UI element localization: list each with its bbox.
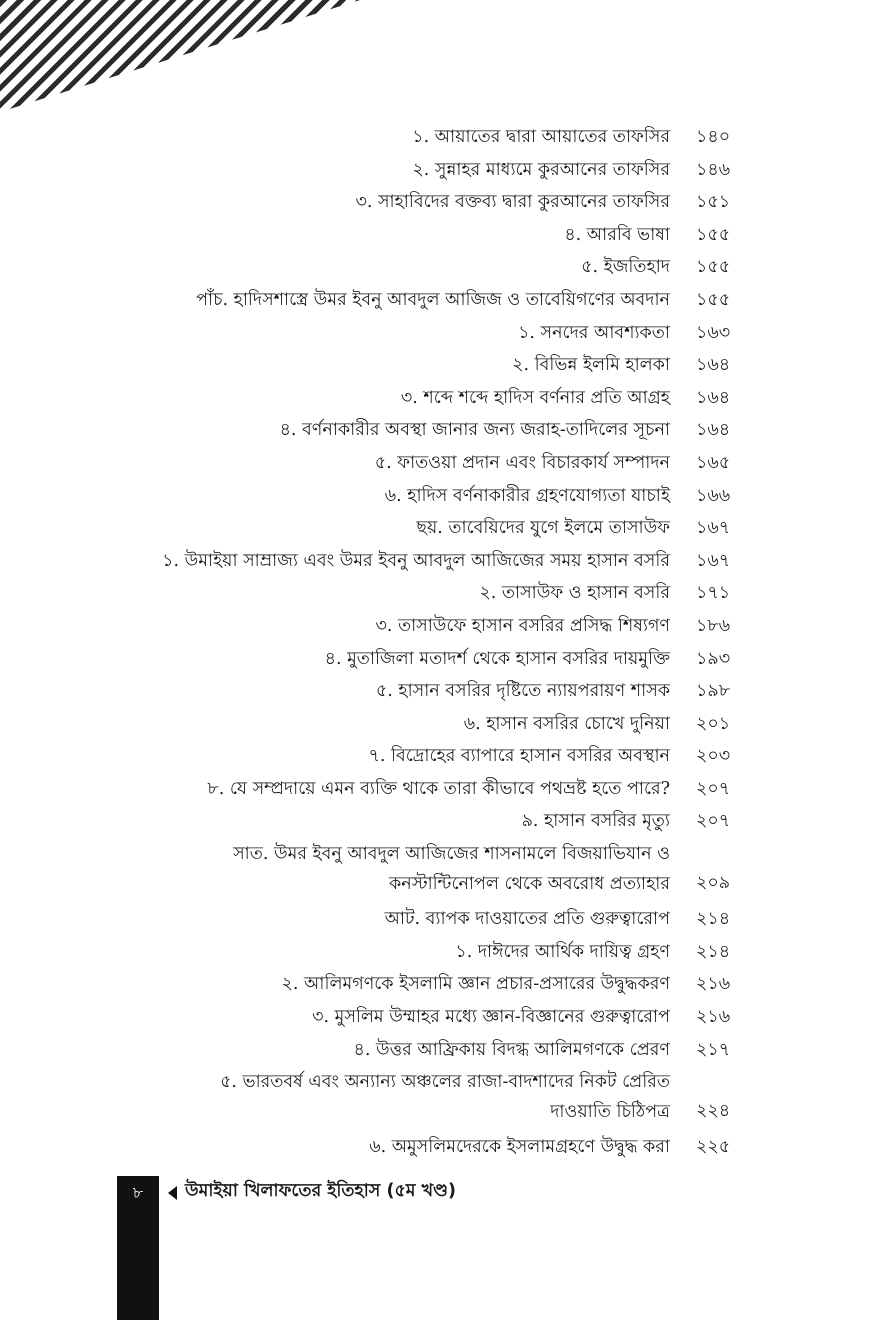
- toc-entry-title: ৯. হাসান বসরির মৃত্যু: [521, 811, 670, 832]
- toc-entry-title: ১. আয়াতের দ্বারা আয়াতের তাফসির: [412, 127, 670, 147]
- toc-entry-title: ২. বিভিন্ন ইলমি হালকা: [512, 355, 670, 376]
- toc-entry: [0, 317, 870, 350]
- toc-entry: [0, 219, 870, 252]
- toc-entry-page: ২০৯: [696, 872, 731, 893]
- toc-entry: [0, 675, 870, 708]
- toc-entry: [0, 1131, 870, 1164]
- triangle-left-icon: [168, 1186, 177, 1200]
- book-title: উমাইয়া খিলাফতের ইতিহাস (৫ম খণ্ড): [185, 1181, 456, 1201]
- toc-entry-page: ১৬৭: [696, 550, 731, 571]
- toc-entry-page: ২১৪: [696, 909, 731, 930]
- page-number: ৮: [132, 1183, 144, 1202]
- toc-entry-page: ১৭১: [696, 583, 731, 604]
- toc-entry-title: পাঁচ. হাদিসশাস্ত্রে উমর ইবনু আবদুল আজিজ ও তাবেয়িগণের অবদান: [196, 289, 670, 310]
- toc-entry: [0, 903, 870, 936]
- toc-entry: [0, 545, 870, 578]
- toc-entry: [0, 121, 870, 154]
- toc-entry: [0, 1066, 870, 1131]
- toc-entry-page: ১৮৬: [696, 615, 731, 636]
- toc-entry-page: ২২৪: [696, 1100, 731, 1121]
- toc-entry-page: ১৬৬: [696, 485, 731, 506]
- toc-entry: [0, 610, 870, 643]
- toc-entry-title: ছয়. তাবেয়িদের যুগে ইলমে তাসাউফ: [416, 518, 670, 539]
- toc-entry-page: ২০৩: [696, 746, 731, 767]
- toc-entry-page: ২০৭: [696, 778, 731, 799]
- toc-entry-title: [0, 839, 670, 899]
- toc-entry-page: ১৫১: [696, 192, 731, 213]
- toc-entry-page: ১৬৭: [696, 518, 731, 539]
- toc-entry-page: ১৪০: [696, 127, 731, 147]
- toc-entry-page: ১৬৪: [696, 420, 731, 441]
- toc-entry-page: ১৬৪: [696, 387, 731, 408]
- toc-entry-title-line-1: ৫. ভারতবর্ষ এবং অন্যান্য অঞ্চলের রাজা-বাদশাদের নিকট প্রেরিত: [220, 1072, 670, 1093]
- toc-entry: [0, 414, 870, 447]
- toc-entry-title: ৬. অমুসলিমদেরকে ইসলামগ্রহণে উদ্বুদ্ধ করা: [369, 1137, 670, 1158]
- toc-entry-page: ১৯৮: [696, 681, 731, 702]
- toc-entry-title: ২. আলিমগণকে ইসলামি জ্ঞান প্রচার-প্রসারের উদ্বুদ্ধকরণ: [281, 974, 670, 995]
- toc-entry-title: আট. ব্যাপক দাওয়াতের প্রতি গুরুত্বারোপ: [384, 909, 670, 930]
- toc-entry-title: ১. উমাইয়া সাম্রাজ্য এবং উমর ইবনু আবদুল আজিজের সময় হাসান বসরি: [162, 550, 670, 571]
- toc-entry-page: ১৬৫: [696, 452, 731, 473]
- toc-entry-title: ৩. তাসাউফে হাসান বসরির প্রসিদ্ধ শিষ্যগণ: [375, 615, 670, 636]
- toc-entry-title: ৩. শব্দে শব্দে হাদিস বর্ণনার প্রতি আগ্রহ: [400, 387, 670, 408]
- toc-entry-title: ৭. বিদ্রোহের ব্যাপারে হাসান বসরির অবস্থান: [368, 746, 670, 767]
- toc-entry-page: ১৫৫: [696, 289, 731, 310]
- toc-entry-title: ১. সনদের আবশ্যকতা: [518, 322, 670, 343]
- toc-entry-page: ১৫৫: [696, 224, 731, 245]
- toc-entry-page: ২১৬: [696, 974, 731, 995]
- toc-entry-title-line-1: সাত. উমর ইবনু আবদুল আজিজের শাসনামলে বিজয়াভিযান ও: [233, 844, 670, 865]
- toc-entry: [0, 512, 870, 545]
- toc-entry-title: ৪. উত্তর আফ্রিকায় বিদগ্ধ আলিমগণকে প্রেরণ: [353, 1039, 670, 1060]
- toc-entry: [0, 186, 870, 219]
- toc-entry: [0, 154, 870, 187]
- hatched-corner-decoration: [0, 0, 360, 112]
- toc-entry-title: ৪. বর্ণনাকারীর অবস্থা জানার জন্য জরাহ-তাদিলের সূচনা: [279, 420, 670, 441]
- toc-entry: [0, 251, 870, 284]
- toc-entry: [0, 447, 870, 480]
- toc-entry: [0, 773, 870, 806]
- toc-entry-title: ৮. যে সম্প্রদায়ে এমন ব্যক্তি থাকে তারা কীভাবে পথভ্রষ্ট হতে পারে?: [207, 778, 670, 799]
- toc-entry: [0, 936, 870, 969]
- toc-entry: [0, 805, 870, 838]
- toc-entry-title-line-2: কনস্টান্টিনোপল থেকে অবরোধ প্রত্যাহার: [389, 874, 670, 895]
- toc-entry: [0, 480, 870, 513]
- toc-entry-page: ২১৬: [696, 1007, 731, 1028]
- toc-entry: [0, 284, 870, 317]
- toc-entry: [0, 1001, 870, 1034]
- toc-entry: [0, 838, 870, 903]
- toc-entry-page: ২০৭: [696, 811, 731, 832]
- table-of-contents: [0, 121, 870, 1164]
- toc-entry-title-line-2: দাওয়াতি চিঠিপত্র: [550, 1102, 670, 1123]
- toc-entry: [0, 1034, 870, 1067]
- toc-entry-title: ৪. মুতাজিলা মতাদর্শ থেকে হাসান বসরির দায়মুক্তি: [324, 648, 670, 669]
- toc-entry-page: ২১৭: [696, 1039, 731, 1060]
- toc-entry-title: [0, 1067, 670, 1127]
- toc-entry-title: ১. দাঈদের আর্থিক দায়িত্ব গ্রহণ: [455, 941, 670, 962]
- toc-entry-page: ১৬৪: [696, 355, 731, 376]
- toc-entry-page: ১৬৩: [696, 322, 731, 343]
- toc-entry-page: ১৪৬: [696, 159, 731, 180]
- toc-entry: [0, 740, 870, 773]
- toc-entry: [0, 577, 870, 610]
- toc-entry: [0, 382, 870, 415]
- toc-entry-page: ২০১: [696, 713, 731, 734]
- toc-entry: [0, 643, 870, 676]
- toc-entry-title: ৫. ফাতওয়া প্রদান এবং বিচারকার্য সম্পাদন: [374, 452, 670, 473]
- toc-entry-page: ১৯৩: [696, 648, 731, 669]
- toc-entry: [0, 349, 870, 382]
- toc-entry-page: ১৫৫: [696, 257, 731, 278]
- toc-entry-title: ৩. মুসলিম উম্মাহর মধ্যে জ্ঞান-বিজ্ঞানের গুরুত্বারোপ: [312, 1007, 670, 1028]
- toc-entry-title: ৬. হাসান বসরির চোখে দুনিয়া: [463, 713, 670, 734]
- toc-entry-title: ৩. সাহাবিদের বক্তব্য দ্বারা কুরআনের তাফসির: [355, 192, 670, 213]
- toc-entry-title: ৫. ইজতিহাদ: [581, 257, 670, 278]
- toc-entry-page: ২১৪: [696, 941, 731, 962]
- toc-entry-page: ২২৫: [696, 1137, 731, 1158]
- toc-entry-title: ২. তাসাউফ ও হাসান বসরি: [479, 583, 670, 604]
- toc-entry: [0, 708, 870, 741]
- toc-entry-title: ৫. হাসান বসরির দৃষ্টিতে ন্যায়পরায়ণ শাসক: [375, 681, 670, 702]
- toc-entry-title: ২. সুন্নাহর মাধ্যমে কুরআনের তাফসির: [412, 159, 670, 180]
- running-footer: [168, 1178, 456, 1207]
- toc-entry: [0, 968, 870, 1001]
- toc-entry-title: ৪. আরবি ভাষা: [564, 224, 670, 245]
- toc-entry-title: ৬. হাদিস বর্ণনাকারীর গ্রহণযোগ্যতা যাচাই: [384, 485, 670, 506]
